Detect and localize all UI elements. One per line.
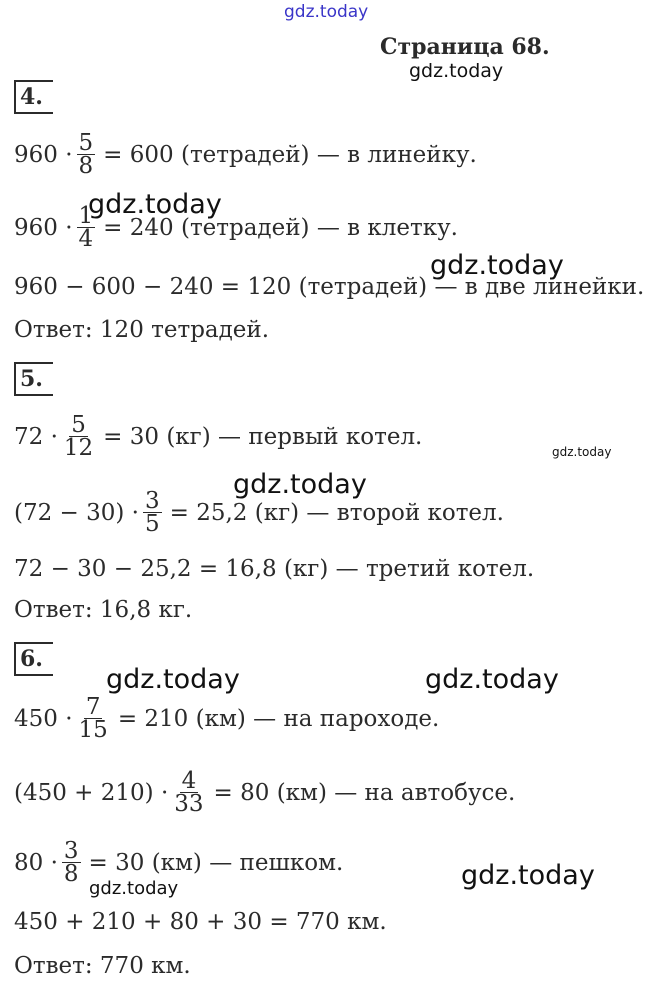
fraction-numerator: 3 xyxy=(63,838,79,864)
watermark: gdz.today xyxy=(284,2,369,22)
watermark: gdz.today xyxy=(425,664,559,695)
equation-right: = 25,2 (кг) — второй котел. xyxy=(169,499,504,526)
equation-line xyxy=(14,840,343,885)
fraction xyxy=(62,414,95,459)
fraction-numerator: 4 xyxy=(181,768,197,794)
fraction-denominator: 5 xyxy=(145,511,160,537)
equation-line: 72 − 30 − 25,2 = 16,8 (кг) — третий котел. xyxy=(14,556,535,582)
fraction-denominator: 15 xyxy=(78,717,108,743)
equation-left: 960 · xyxy=(14,214,73,241)
task-number: 6. xyxy=(14,642,53,676)
equation-line xyxy=(14,414,422,459)
equation-right: = 30 (кг) — первый котел. xyxy=(103,423,423,450)
fraction-numerator: 7 xyxy=(85,694,101,720)
fraction xyxy=(62,840,81,885)
fraction xyxy=(143,490,162,535)
fraction-numerator: 1 xyxy=(78,203,94,229)
fraction xyxy=(172,770,205,815)
equation-left: 72 · xyxy=(14,423,58,450)
task-number: 4. xyxy=(14,80,53,114)
equation-line xyxy=(14,132,477,177)
answer: Ответ: 770 км. xyxy=(14,953,191,979)
equation-left: 450 · xyxy=(14,705,73,732)
equation-line xyxy=(14,696,439,741)
fraction-numerator: 3 xyxy=(145,488,160,514)
fraction-denominator: 8 xyxy=(78,153,94,179)
fraction-denominator: 33 xyxy=(174,791,204,817)
watermark: gdz.today xyxy=(106,664,240,695)
watermark: gdz.today xyxy=(88,189,222,220)
fraction-denominator: 8 xyxy=(63,861,79,887)
equation-line xyxy=(14,205,458,250)
equation-line: 960 − 600 − 240 = 120 (тетрадей) — в две линейки. xyxy=(14,274,645,300)
equation-right: = 30 (км) — пешком. xyxy=(88,849,344,876)
fraction-denominator: 4 xyxy=(78,226,94,252)
page-title: Страница 68. xyxy=(380,34,550,60)
equation-line: 450 + 210 + 80 + 30 = 770 км. xyxy=(14,909,387,935)
watermark: gdz.today xyxy=(89,878,179,899)
answer: Ответ: 16,8 кг. xyxy=(14,597,193,623)
equation-right: = 210 (км) — на пароходе. xyxy=(117,705,440,732)
equation-right: = 240 (тетрадей) — в клетку. xyxy=(103,214,458,241)
watermark: gdz.today xyxy=(430,250,564,281)
fraction xyxy=(77,132,96,177)
watermark: gdz.today xyxy=(552,445,612,459)
watermark: gdz.today xyxy=(409,60,504,82)
equation-line xyxy=(14,490,504,535)
fraction xyxy=(77,205,96,250)
equation-left: 960 · xyxy=(14,141,73,168)
equation-line xyxy=(14,770,515,815)
equation-left: 80 · xyxy=(14,849,58,876)
task-number: 5. xyxy=(14,362,53,396)
fraction xyxy=(77,696,110,741)
answer: Ответ: 120 тетрадей. xyxy=(14,317,270,343)
watermark: gdz.today xyxy=(461,860,595,891)
fraction-denominator: 12 xyxy=(63,435,94,461)
fraction-numerator: 5 xyxy=(71,412,86,438)
equation-right: = 80 (км) — на автобусе. xyxy=(213,779,516,806)
equation-left: (450 + 210) · xyxy=(14,779,169,806)
equation-right: = 600 (тетрадей) — в линейку. xyxy=(103,141,477,168)
watermark: gdz.today xyxy=(233,469,367,500)
fraction-numerator: 5 xyxy=(78,130,94,156)
equation-left: (72 − 30) · xyxy=(14,499,139,526)
